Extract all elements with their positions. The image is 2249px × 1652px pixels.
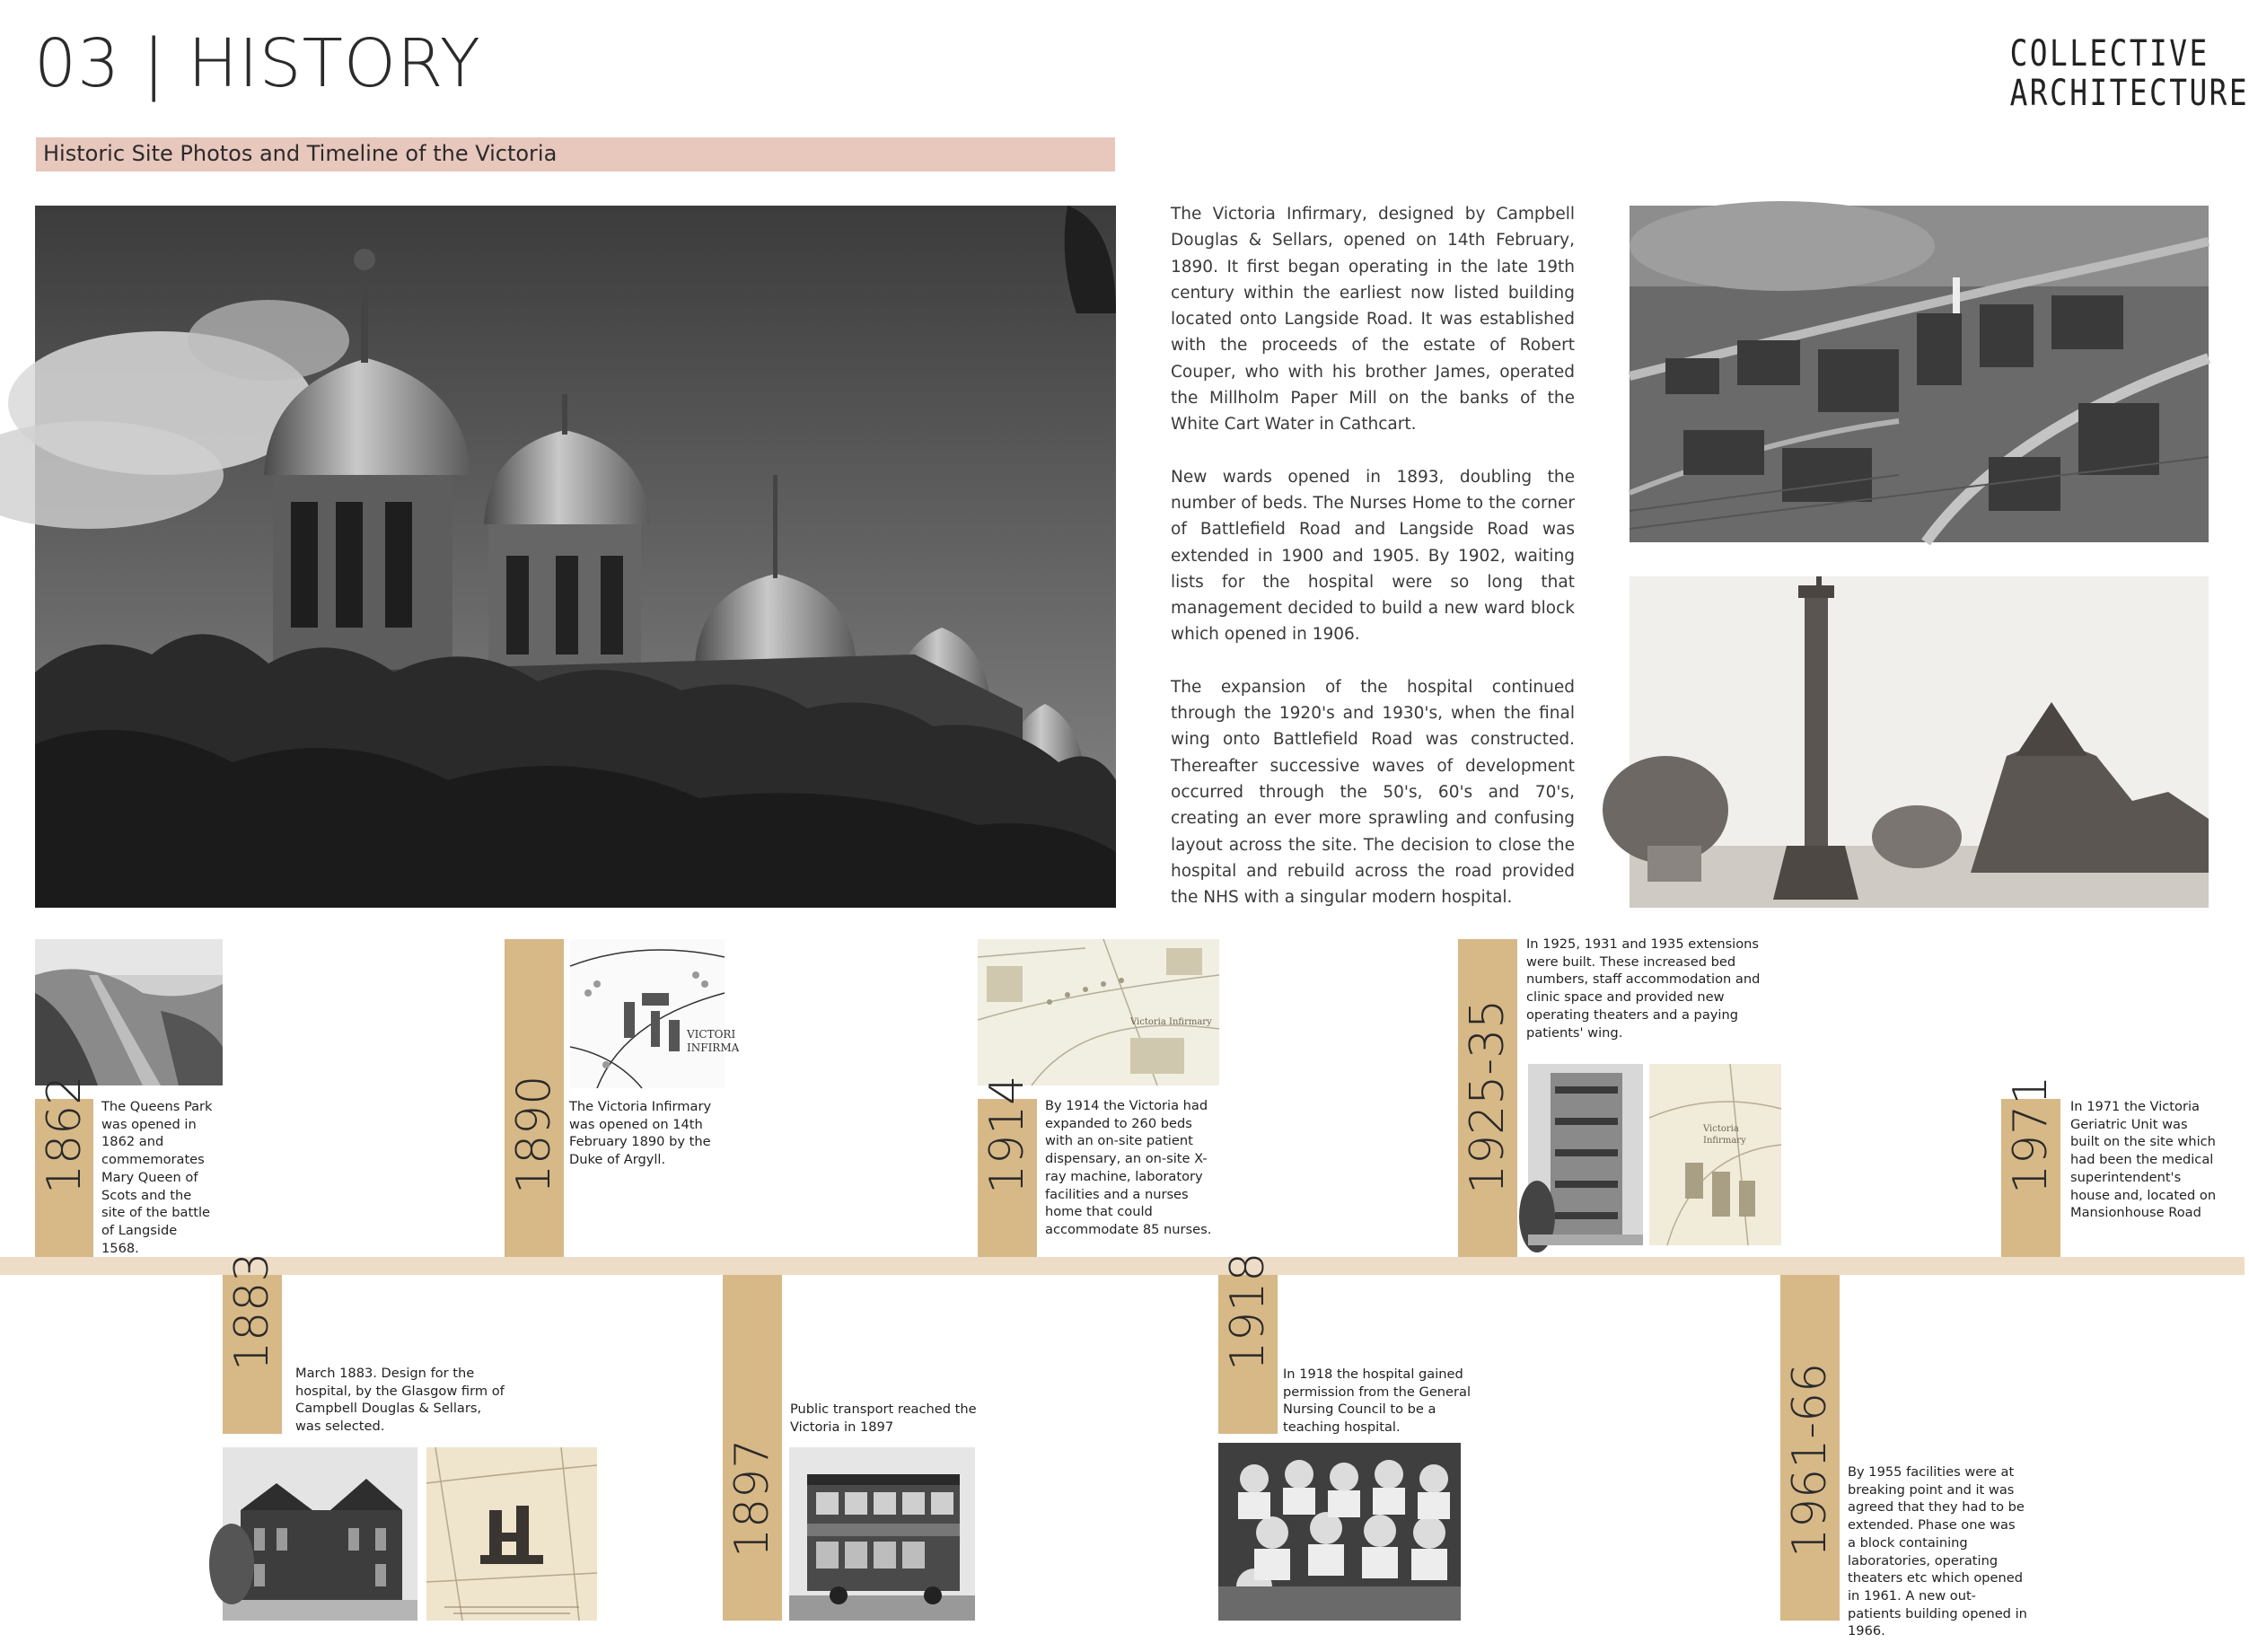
timeline-band [0,1257,2245,1275]
map-label: Victoria [1703,1124,1739,1134]
year-label: 1897 [725,1438,779,1558]
aerial-photo [1630,206,2209,542]
year-bar-1914 [978,1075,1037,1257]
map-label: Infirmary [1703,1136,1746,1146]
extension-photo [1528,1064,1643,1245]
year-bar-1925-35 [1458,939,1517,1257]
main-photo-domes [35,206,1116,908]
queens-park-photo [35,939,223,1085]
year-bar-1883 [223,1252,282,1434]
page-title: 03 | HISTORY [34,25,481,102]
intro-text [1171,201,1575,936]
intro-paragraph: New wards opened in 1893, doubling the number of beds. The Nurses Home to the corner of Battlefield Road and Langside Road was extended in 1900 and 1905. By 1902, waiting lists for the hospital were so long that management decided to build a new ward block which opened in 1906. [1171,467,1575,645]
year-label: 1914 [980,1075,1034,1194]
year-label: 1883 [225,1252,279,1371]
plan-1883-drawing [426,1447,597,1621]
year-label: 1862 [37,1075,92,1194]
map-1925 [1649,1064,1781,1245]
timeline-text-1961-66: By 1955 facilities were at breaking point and it was agreed that they had to be extended. Phase one was a block containing laboratories, operating theaters etc which opened in 1961. A new out-patients building opened in 1966. [1848,1464,2027,1639]
map-1914 [978,939,1219,1085]
monument-photo [1630,576,2209,908]
intro-paragraph: The Victoria Infirmary, designed by Campbell Douglas & Sellars, opened on 14th February, 1890. It first began operating in the late 19th century within the earliest now listed building located onto Langside Road. It was established with the proceeds of the estate of Robert Couper, who with his brother James, operated the Millholm Paper Mill on the banks of the White Cart Water in Cathcart. [1171,205,1575,435]
nurses-photo [1218,1443,1461,1621]
map-label: VICTORI [687,1028,736,1041]
map-label: Victoria Infirmary [1130,1017,1212,1027]
timeline-text-1883: March 1883. Design for the hospital, by the Glasgow firm of Campbell Douglas & Sellars, was selected. [295,1366,505,1435]
section-heading: Historic Site Photos and Timeline of the Victoria [43,141,558,166]
logo-line-1: COLLECTIVE [2009,33,2209,75]
year-label: 1971 [2004,1075,2058,1194]
section-heading-bar [36,137,1115,171]
timeline-text-1925-35: In 1925, 1931 and 1935 extensions were built. These increased bed numbers, staff accommodation and clinic space and provided new operating theaters and a paying patients' wing. [1526,936,1761,1041]
map-1890 [570,939,740,1088]
year-label: 1925-35 [1461,998,1515,1194]
timeline-text-1897: Public transport reached the Victoria in 1897 [790,1402,977,1435]
timeline-text-1890: The Victoria Infirmary was opened on 14th February 1890 by the Duke of Argyll. [569,1099,712,1168]
timeline-text-1918: In 1918 the hospital gained permission from the General Nursing Council to be a teaching hospital. [1283,1366,1472,1436]
year-bar-1918 [1218,1252,1278,1434]
map-label: INFIRMA [687,1041,740,1054]
tram-photo [789,1447,975,1621]
year-label: 1890 [507,1075,561,1194]
year-bar-1862 [35,1075,93,1257]
timeline-text-1914: By 1914 the Victoria had expanded to 260 beds with an on-site patient dispensary, an on-site X-ray machine, laboratory facilities and a nurses home that could accommodate 85 nurses. [1045,1098,1212,1237]
collective-architecture-logo [1966,33,2249,114]
logo-line-2: ARCHITECTURE [2009,73,2249,114]
year-label: 1961-66 [1783,1362,1837,1558]
year-bar-1897 [723,1275,782,1621]
year-bar-1971 [2001,1075,2060,1257]
year-label: 1918 [1221,1252,1275,1371]
infirmary-1883-photo [223,1447,417,1621]
year-bar-1890 [505,939,564,1257]
intro-paragraph: The expansion of the hospital continued through the 1920's and 1930's, when the final wing onto Battlefield Road was constructed. Thereafter successive waves of development occurred through the 50's, 60's and 70's, creating an ever more sprawling and confusing layout across the site. The decision to close the hospital and rebuild across the road provided the NHS with a singular modern hospital. [1171,677,1575,908]
timeline-text-1971: In 1971 the Victoria Geriatric Unit was built on the site which had been the medical superintendent's house and, located on Mansionhouse Road [2070,1099,2217,1221]
timeline-text-1862: The Queens Park was opened in 1862 and commemorates Mary Queen of Scots and the site of the battle of Langside 1568. [101,1099,213,1256]
year-bar-1961-66 [1780,1275,1840,1621]
